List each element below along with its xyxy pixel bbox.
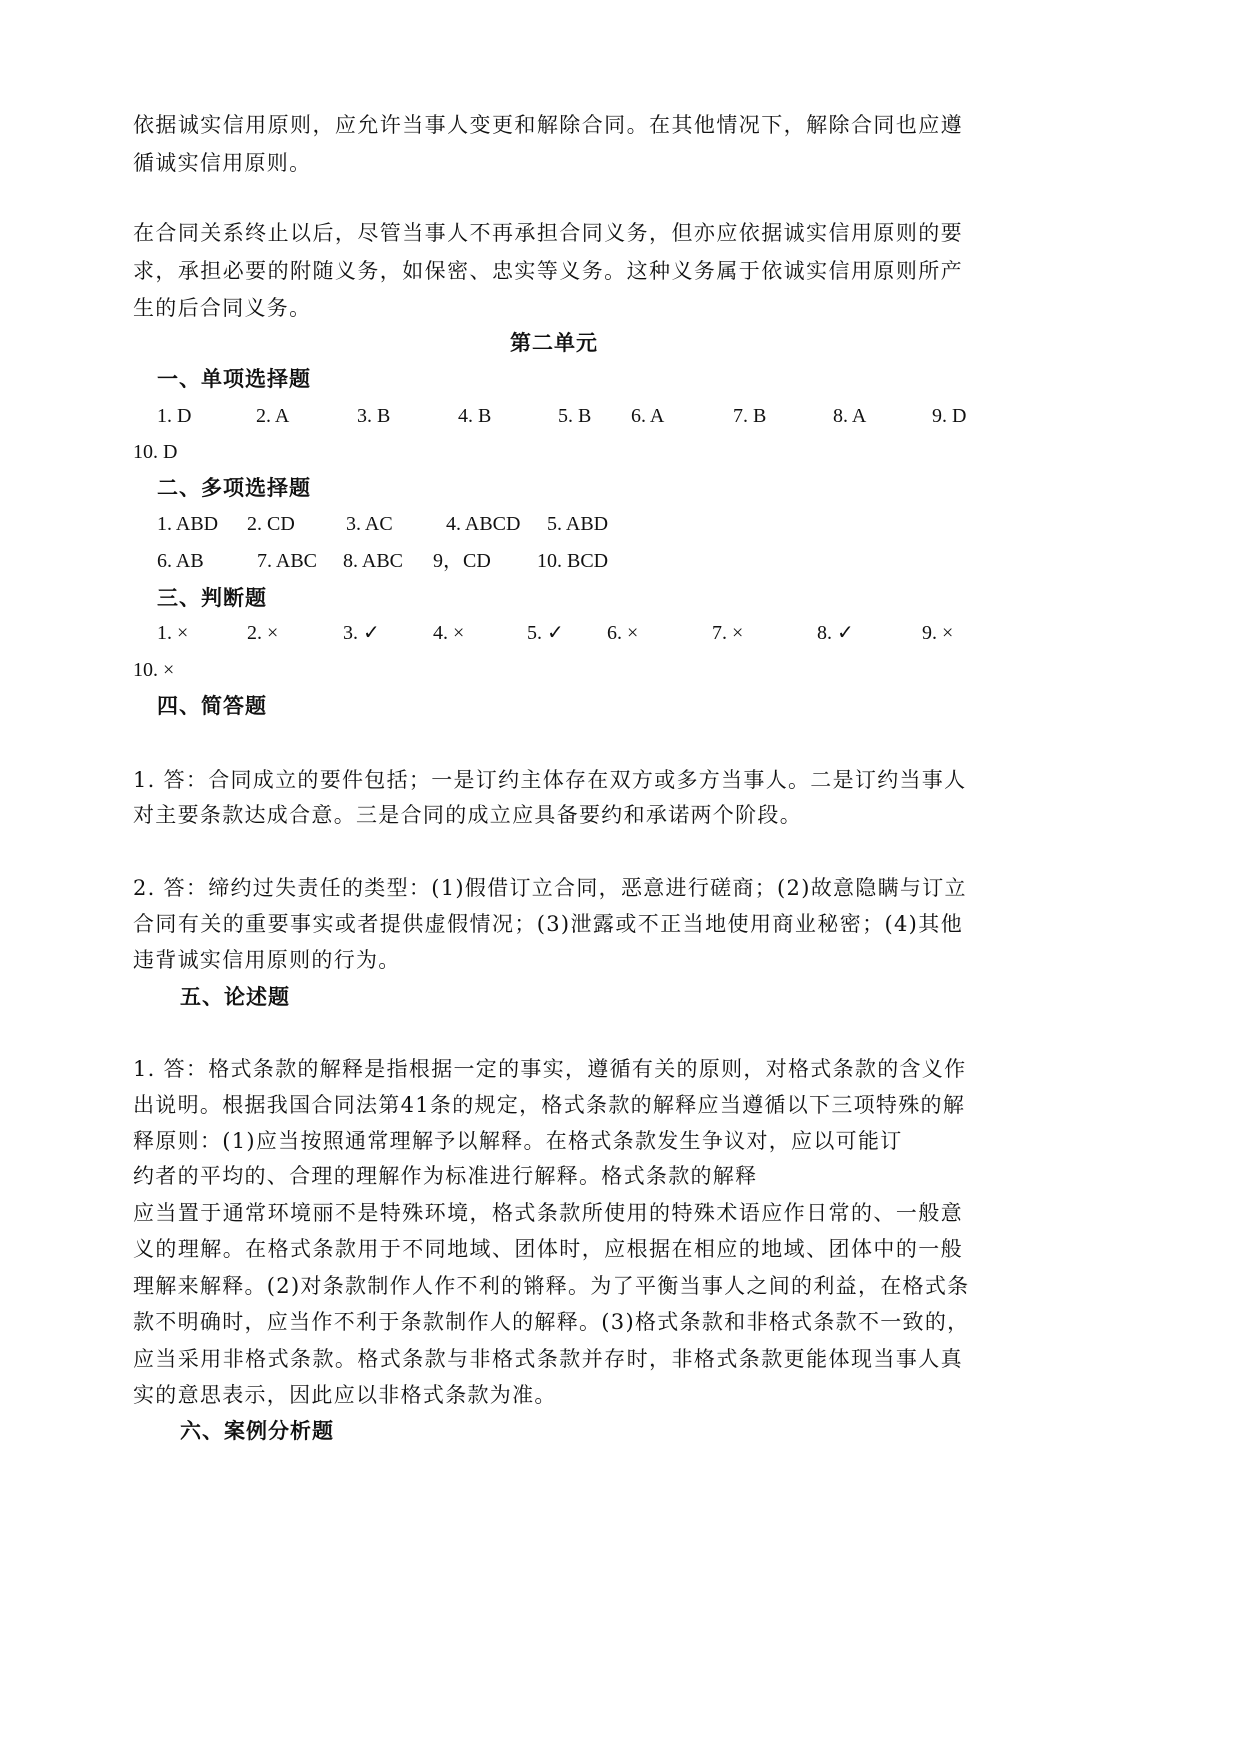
intro-paragraph-1-line: 循诚实信用原则。: [133, 151, 312, 175]
answer-item: 10. ×: [133, 659, 175, 681]
answer-item: 1. ABD: [157, 513, 219, 535]
answer-item: 9. ×: [922, 622, 954, 644]
answer-item: 5. B: [558, 405, 592, 427]
intro-paragraph-2-line: 在合同关系终止以后，尽管当事人不再承担合同义务，但亦应依据诚实信用原则的要: [133, 221, 963, 245]
essay-answer-line: 应当采用非格式条款。格式条款与非格式条款并存时，非格式条款更能体现当事人真: [133, 1347, 963, 1371]
answer-item: 4. ×: [433, 622, 465, 644]
answer-item: 8. ✓: [817, 622, 854, 644]
short-answer-1-line: 对主要条款达成合意。三是合同的成立应具备要约和承诺两个阶段。: [133, 803, 802, 827]
essay-answer-line: 1. 答：格式条款的解释是指根据一定的事实，遵循有关的原则，对格式条款的含义作: [133, 1057, 967, 1081]
essay-heading: 五、论述题: [180, 984, 290, 1009]
answer-item: 6. AB: [157, 550, 204, 572]
answer-item: 9，CD: [433, 550, 491, 572]
answer-item: 9. D: [932, 405, 967, 427]
answer-item: 2. CD: [247, 513, 295, 535]
answer-item: 7. B: [733, 405, 767, 427]
intro-paragraph-2-line: 求，承担必要的附随义务，如保密、忠实等义务。这种义务属于依诚实信用原则所产: [133, 259, 963, 283]
unit-title: 第二单元: [510, 330, 598, 355]
essay-answer-line: 实的意思表示，因此应以非格式条款为准。: [133, 1383, 557, 1407]
answer-item: 3. AC: [346, 513, 393, 535]
answer-item: 8. ABC: [343, 550, 404, 572]
answer-item: 7. ABC: [257, 550, 318, 572]
answer-item: 3. ✓: [343, 622, 380, 644]
answer-item: 6. A: [631, 405, 665, 427]
essay-answer-line: 理解来解释。(2)对条款制作人作不利的锵释。为了平衡当事人之间的利益，在格式条: [133, 1274, 970, 1298]
essay-answer-line: 约者的平均的、合理的理解作为标准进行解释。格式条款的解释: [133, 1164, 758, 1188]
essay-answer-line: 释原则：(1)应当按照通常理解予以解释。在格式条款发生争议对，应以可能订: [133, 1129, 903, 1153]
answer-item: 6. ×: [607, 622, 639, 644]
answer-item: 3. B: [357, 405, 391, 427]
answer-item: 5. ✓: [527, 622, 564, 644]
answer-item: 10. D: [133, 441, 178, 463]
multiple-choice-heading: 二、多项选择题: [157, 475, 311, 500]
single-choice-heading: 一、单项选择题: [157, 366, 311, 391]
intro-paragraph-1-line: 依据诚实信用原则，应允许当事人变更和解除合同。在其他情况下，解除合同也应遵: [133, 113, 963, 137]
short-answer-2-line: 合同有关的重要事实或者提供虚假情况；(3)泄露或不正当地使用商业秘密；(4)其他: [133, 912, 963, 936]
answer-item: 2. ×: [247, 622, 279, 644]
true-false-heading: 三、判断题: [157, 585, 267, 610]
answer-item: 4. B: [458, 405, 492, 427]
answer-item: 5. ABD: [547, 513, 609, 535]
essay-answer-line: 出说明。根据我国合同法第41条的规定，格式条款的解释应当遵循以下三项特殊的解: [133, 1093, 966, 1117]
intro-paragraph-2-line: 生的后合同义务。: [133, 296, 312, 320]
short-answer-heading: 四、简答题: [157, 693, 267, 718]
short-answer-2-line: 2. 答：缔约过失责任的类型：(1)假借订立合同，恶意进行磋商；(2)故意隐瞒与订立: [133, 876, 967, 900]
essay-answer-line: 款不明确时，应当作不利于条款制作人的解释。(3)格式条款和非格式条款不一致的，: [133, 1310, 970, 1334]
answer-item: 1. D: [157, 405, 192, 427]
answer-item: 7. ×: [712, 622, 744, 644]
essay-answer-line: 应当置于通常环境丽不是特殊环境，格式条款所使用的特殊术语应作日常的、一般意: [133, 1201, 963, 1225]
short-answer-2-line: 违背诚实信用原则的行为。: [133, 948, 401, 972]
short-answer-1-line: 1. 答：合同成立的要件包括；一是订约主体存在双方或多方当事人。二是订约当事人: [133, 768, 967, 792]
answer-item: 2. A: [256, 405, 290, 427]
answer-item: 8. A: [833, 405, 867, 427]
answer-item: 1. ×: [157, 622, 189, 644]
answer-item: 4. ABCD: [446, 513, 521, 535]
answer-item: 10. BCD: [537, 550, 609, 572]
essay-answer-line: 义的理解。在格式条款用于不同地域、团体时，应根据在相应的地域、团体中的一般: [133, 1237, 963, 1261]
case-analysis-heading: 六、案例分析题: [180, 1418, 334, 1443]
